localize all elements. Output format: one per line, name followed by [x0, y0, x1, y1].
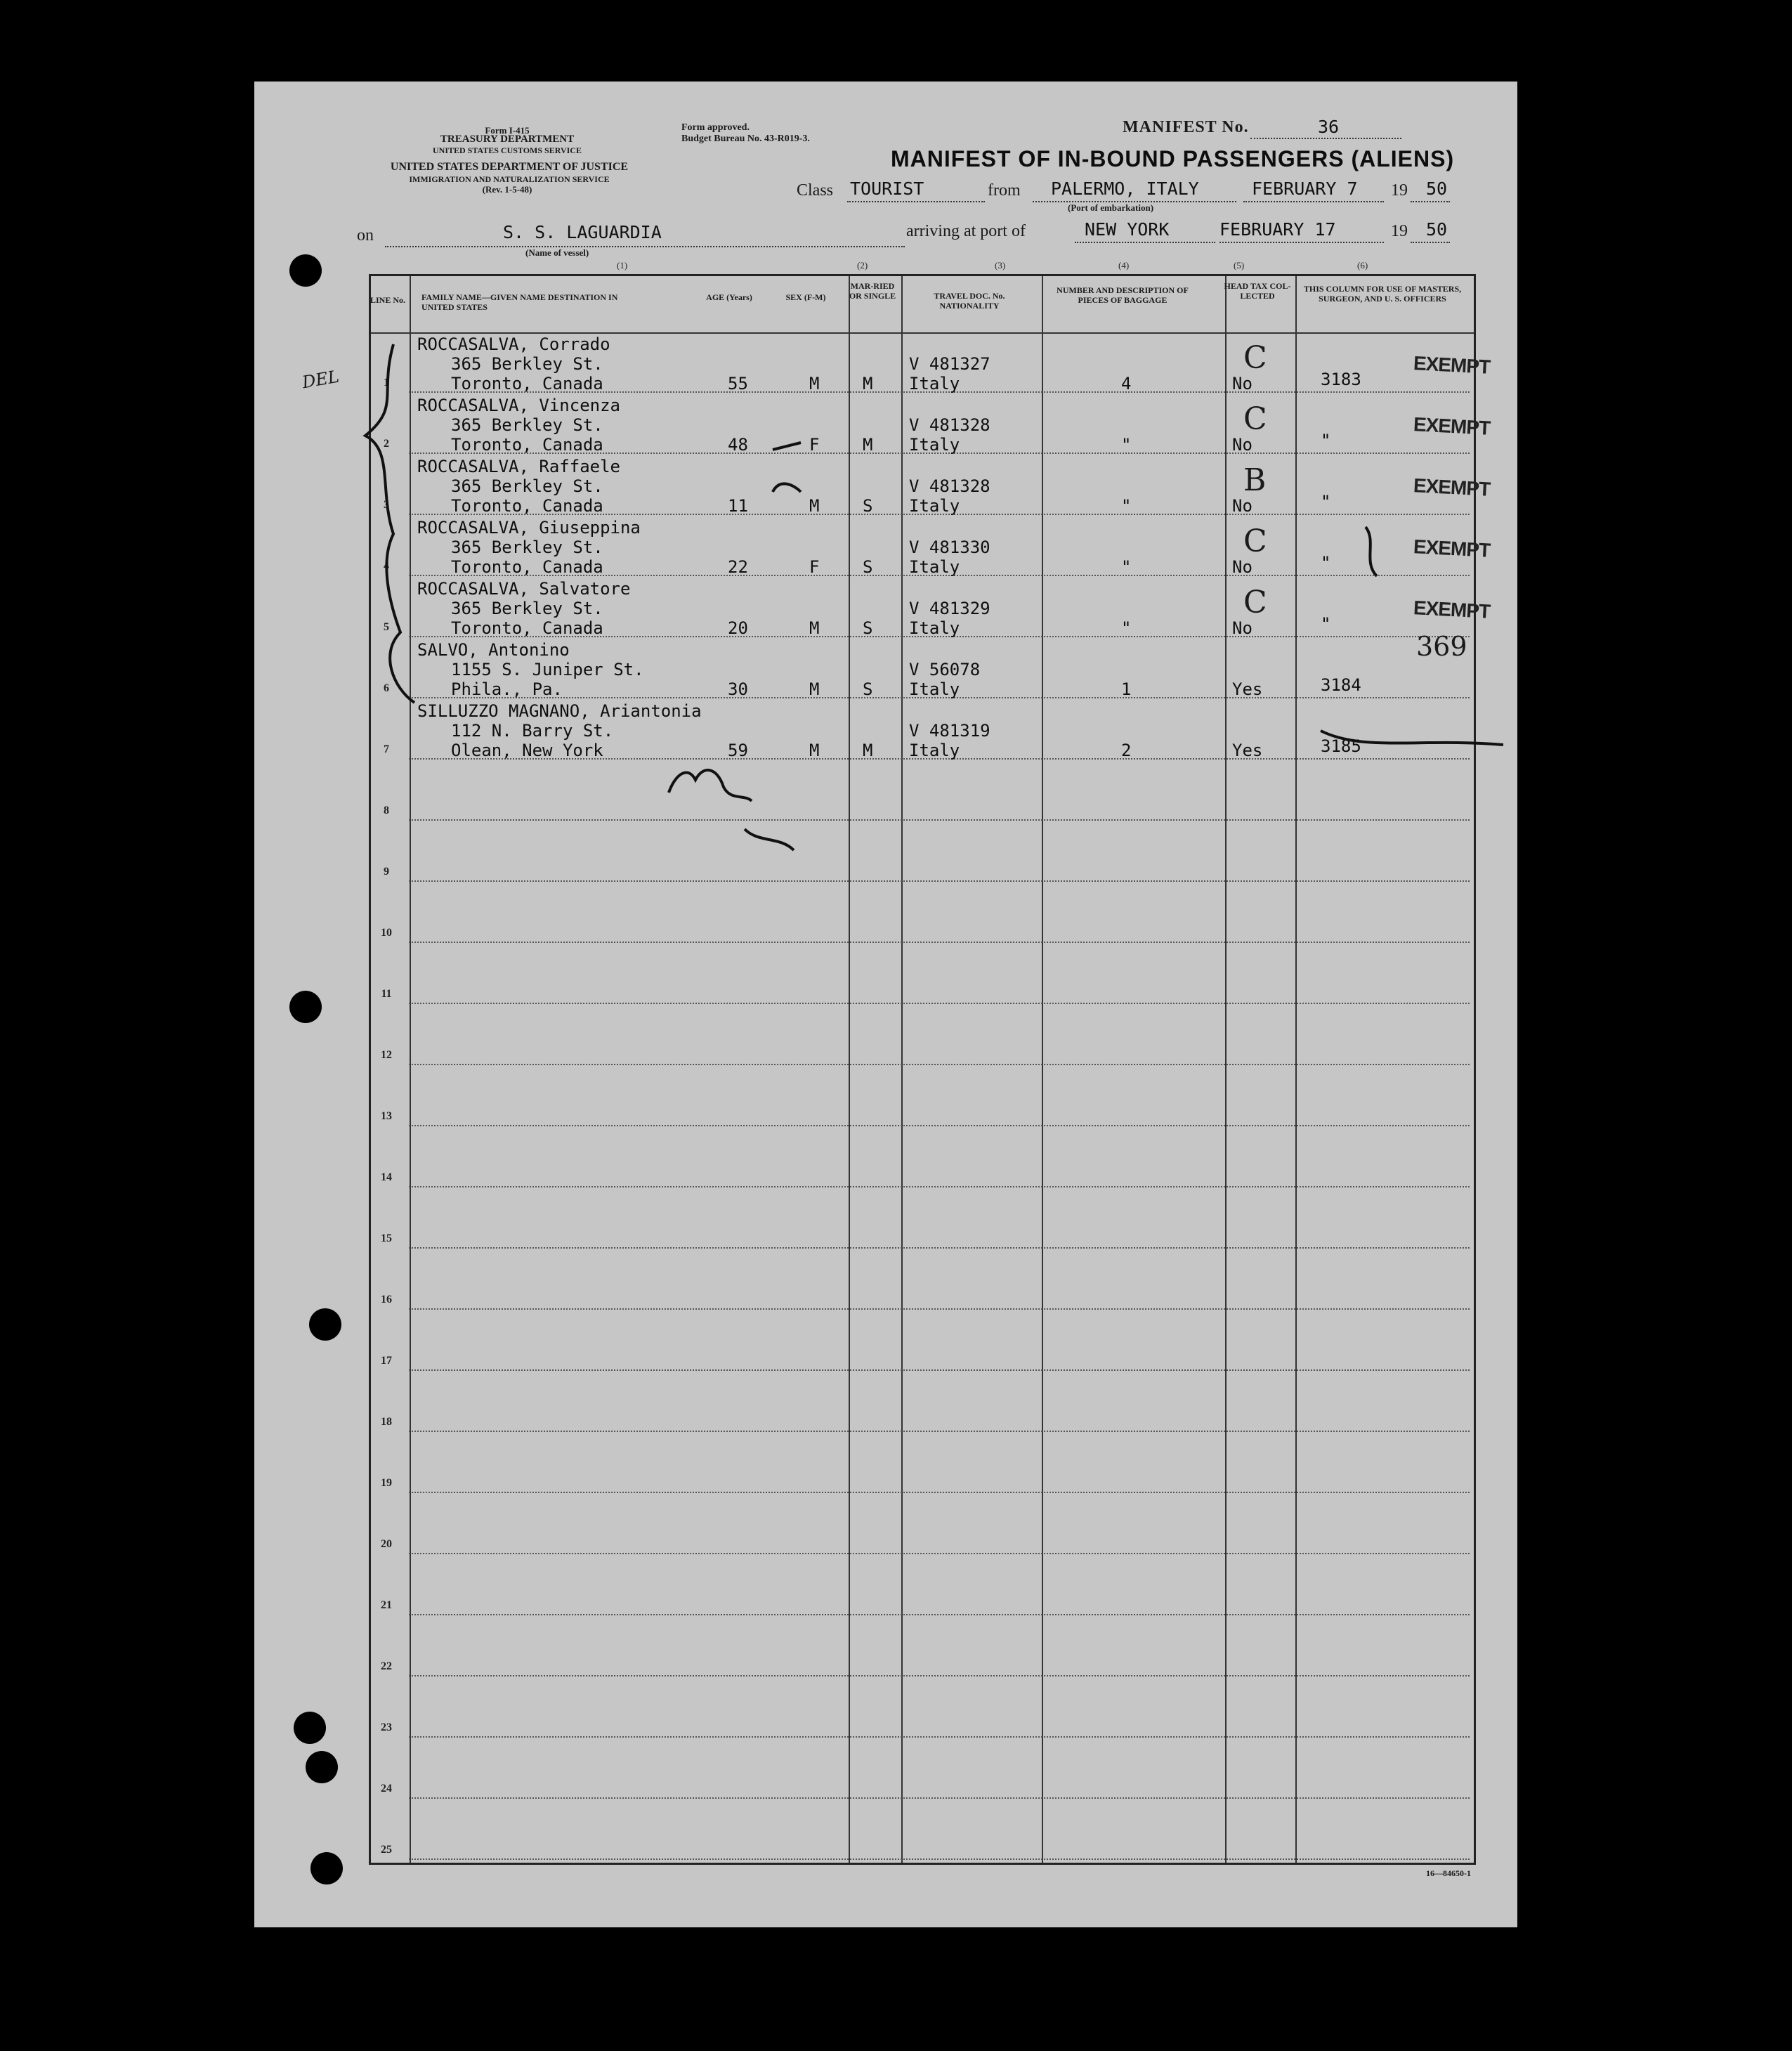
baggage-count: " [1121, 618, 1132, 638]
exempt-stamp: EXEMPT [1413, 474, 1491, 500]
passenger-marital: S [863, 618, 873, 638]
passenger-name: SALVO, Antonino [417, 640, 570, 660]
ins-label: IMMIGRATION AND NATURALIZATION SERVICE [409, 174, 610, 184]
head-tax: Yes [1232, 679, 1263, 699]
passenger-age: 48 [728, 435, 748, 455]
head-tax: No [1232, 496, 1253, 516]
travel-doc-number: V 481328 [909, 415, 990, 435]
travel-doc-number: V 481327 [909, 354, 990, 374]
passenger-age: 55 [728, 374, 748, 393]
col-header-travel-doc: TRAVEL DOC. No. NATIONALITY [934, 291, 1005, 311]
column-number: (4) [1118, 260, 1130, 271]
head-tax-mark: B [1243, 462, 1267, 498]
manifest-title: MANIFEST OF IN-BOUND PASSENGERS (ALIENS) [891, 146, 1455, 171]
treasury-label: TREASURY DEPARTMENT [440, 134, 575, 145]
baggage-count: 4 [1121, 374, 1132, 393]
from-label: from [988, 181, 1021, 200]
head-tax: No [1232, 374, 1253, 393]
passenger-street: 112 N. Barry St. [451, 721, 614, 741]
exempt-stamp: EXEMPT [1413, 413, 1491, 439]
passenger-city: Phila., Pa. [451, 679, 563, 699]
passenger-age: 22 [728, 557, 748, 577]
arrival-date: FEBRUARY 17 [1219, 219, 1336, 240]
col-header-sex: SEX (F-M) [785, 292, 826, 302]
passenger-street: 365 Berkley St. [451, 599, 603, 618]
form-footer-code: 16—84650-1 [1426, 1868, 1471, 1878]
exempt-stamp: EXEMPT [1413, 535, 1491, 561]
travel-doc-number: V 481319 [909, 721, 990, 741]
col-header-head-tax: HEAD TAX COL-LECTED [1224, 281, 1291, 301]
passenger-sex: M [809, 679, 820, 699]
passenger-age: 11 [728, 496, 748, 516]
head-tax: No [1232, 557, 1253, 577]
arrival-port: NEW YORK [1085, 219, 1170, 240]
row-divider [409, 1858, 1470, 1860]
line-number: 21 [381, 1599, 392, 1611]
departure-date: FEBRUARY 7 [1252, 178, 1358, 199]
officer-number: 3184 [1321, 675, 1361, 695]
line-number: 14 [381, 1171, 392, 1183]
row-divider [409, 1003, 1470, 1004]
passenger-city: Toronto, Canada [451, 496, 603, 516]
line-number: 24 [381, 1783, 392, 1795]
line-number: 5 [384, 621, 389, 633]
travel-doc-number: V 481329 [909, 599, 990, 618]
passenger-sex: M [809, 618, 820, 638]
nationality: Italy [909, 557, 960, 577]
passenger-street: 365 Berkley St. [451, 476, 603, 496]
justice-label: UNITED STATES DEPARTMENT OF JUSTICE [390, 161, 629, 173]
passenger-street: 365 Berkley St. [451, 354, 603, 374]
travel-doc-number: V 56078 [909, 660, 981, 679]
nationality: Italy [909, 374, 960, 393]
nationality: Italy [909, 741, 960, 760]
embarkation-port: PALERMO, ITALY [1051, 178, 1199, 199]
exempt-stamp: EXEMPT [1413, 352, 1491, 378]
column-number: (6) [1357, 260, 1368, 271]
head-tax-mark: C [1243, 523, 1267, 559]
passenger-sex: F [809, 557, 820, 577]
row-divider [409, 1125, 1470, 1126]
passenger-name: ROCCASALVA, Raffaele [417, 457, 620, 476]
col-header-age: AGE (Years) [706, 292, 752, 302]
travel-doc-number: V 481328 [909, 476, 990, 496]
travel-doc-number: V 481330 [909, 538, 990, 557]
row-divider [409, 1369, 1470, 1371]
head-tax-mark: C [1243, 401, 1267, 437]
vessel-name: S. S. LAGUARDIA [503, 222, 662, 242]
head-tax: No [1232, 435, 1253, 455]
passenger-age: 59 [728, 741, 748, 760]
line-number: 25 [381, 1844, 392, 1856]
officer-number: 3183 [1321, 370, 1361, 389]
officer-number: 3185 [1321, 736, 1361, 756]
on-label: on [357, 226, 374, 245]
class-label: Class [797, 181, 834, 200]
nationality: Italy [909, 618, 960, 638]
budget-bureau: Budget Bureau No. 43-R019-3. [681, 134, 810, 144]
line-number: 4 [384, 560, 389, 572]
row-divider [409, 1736, 1470, 1738]
baggage-count: " [1121, 557, 1132, 577]
departure-year: 50 [1426, 178, 1448, 199]
row-divider [409, 1431, 1470, 1432]
passenger-sex: M [809, 374, 820, 393]
passenger-marital: S [863, 679, 873, 699]
punch-hole [289, 991, 322, 1023]
depart-year-prefix: 19 [1391, 181, 1408, 200]
line-number: 7 [384, 743, 389, 755]
row-divider [409, 819, 1470, 821]
row-divider [409, 942, 1470, 943]
passenger-marital: S [863, 557, 873, 577]
passenger-age: 20 [728, 618, 748, 638]
line-number: 20 [381, 1538, 392, 1550]
line-number: 11 [381, 988, 392, 1000]
line-number: 9 [384, 866, 389, 878]
baggage-count: " [1121, 435, 1132, 455]
passenger-name: ROCCASALVA, Salvatore [417, 579, 631, 599]
column-number: (2) [857, 260, 868, 271]
punch-hole [306, 1751, 338, 1783]
passenger-sex: F [809, 435, 820, 455]
revision-label: (Rev. 1-5-48) [482, 184, 532, 195]
row-divider [409, 1675, 1470, 1676]
nationality: Italy [909, 435, 960, 455]
class-value: TOURIST [850, 178, 924, 199]
line-number: 2 [384, 438, 389, 450]
nationality: Italy [909, 679, 960, 699]
baggage-count: " [1121, 496, 1132, 516]
passenger-city: Toronto, Canada [451, 618, 603, 638]
line-number: 13 [381, 1110, 392, 1122]
baggage-count: 2 [1121, 741, 1132, 760]
form-approved: Form approved. [681, 122, 750, 133]
column-number: (3) [995, 260, 1006, 271]
row-divider [409, 1492, 1470, 1493]
punch-hole [309, 1308, 341, 1341]
passenger-marital: S [863, 496, 873, 516]
col-header-line-no: LINE No. [370, 295, 406, 305]
column-number: (1) [617, 260, 628, 271]
head-tax: Yes [1232, 741, 1263, 760]
col-header-name: FAMILY NAME—GIVEN NAME DESTINATION IN UNITED STATES [421, 292, 618, 312]
passenger-city: Toronto, Canada [451, 557, 603, 577]
passenger-city: Toronto, Canada [451, 435, 603, 455]
row-divider [409, 1186, 1470, 1187]
baggage-count: 1 [1121, 679, 1132, 699]
margin-note: DEL [300, 366, 341, 393]
manifest-no-label: MANIFEST No. [1123, 118, 1249, 136]
punch-hole [310, 1852, 343, 1884]
passenger-age: 30 [728, 679, 748, 699]
line-number: 17 [381, 1355, 392, 1367]
officer-number: " [1321, 614, 1331, 634]
customs-label: UNITED STATES CUSTOMS SERVICE [433, 145, 582, 155]
col-header-officers: THIS COLUMN FOR USE OF MASTERS, SURGEON, AND U. S. OFFICERS [1303, 284, 1462, 304]
arrival-year-prefix: 19 [1391, 222, 1408, 240]
stamp-number: 369 [1416, 631, 1467, 662]
head-tax-mark: C [1243, 585, 1267, 620]
passenger-name: ROCCASALVA, Giuseppina [417, 518, 641, 538]
row-divider [409, 880, 1470, 882]
passenger-city: Toronto, Canada [451, 374, 603, 393]
head-tax: No [1232, 618, 1253, 638]
arrival-year: 50 [1426, 219, 1448, 240]
head-tax-mark: C [1243, 340, 1267, 376]
line-number: 22 [381, 1660, 392, 1672]
line-number: 12 [381, 1049, 392, 1061]
passenger-name: ROCCASALVA, Vincenza [417, 396, 620, 415]
nationality: Italy [909, 496, 960, 516]
passenger-sex: M [809, 496, 820, 516]
line-number: 23 [381, 1721, 392, 1733]
line-number: 6 [384, 682, 389, 694]
punch-hole [289, 254, 322, 287]
passenger-street: 365 Berkley St. [451, 538, 603, 557]
passenger-name: ROCCASALVA, Corrado [417, 334, 610, 354]
passenger-city: Olean, New York [451, 741, 603, 760]
line-number: 10 [381, 927, 392, 939]
row-divider [409, 1247, 1470, 1249]
officer-number: " [1321, 431, 1331, 450]
passenger-name: SILLUZZO MAGNANO, Ariantonia [417, 701, 702, 721]
exempt-stamp: EXEMPT [1413, 597, 1491, 623]
row-divider [409, 1064, 1470, 1065]
row-divider [409, 1614, 1470, 1615]
passenger-marital: M [863, 435, 873, 455]
line-number: 15 [381, 1232, 392, 1244]
col-header-baggage: NUMBER AND DESCRIPTION OF PIECES OF BAGGAGE [1057, 285, 1189, 305]
manifest-number: 36 [1318, 117, 1340, 137]
line-number: 3 [384, 499, 389, 511]
passenger-street: 365 Berkley St. [451, 415, 603, 435]
officer-number: " [1321, 553, 1331, 573]
arriving-label: arriving at port of [906, 222, 1026, 240]
vessel-caption: (Name of vessel) [525, 247, 589, 258]
passenger-marital: M [863, 374, 873, 393]
col-header-married: MAR-RIED OR SINGLE [849, 281, 896, 301]
form-number: Form I-415 [485, 125, 530, 136]
line-number: 1 [384, 377, 389, 389]
port-embark-caption: (Port of embarkation) [1068, 202, 1154, 213]
passenger-sex: M [809, 741, 820, 760]
row-divider [409, 1797, 1470, 1799]
line-number: 18 [381, 1416, 392, 1428]
passenger-street: 1155 S. Juniper St. [451, 660, 644, 679]
passenger-marital: M [863, 741, 873, 760]
line-number: 16 [381, 1294, 392, 1306]
punch-hole [294, 1712, 326, 1744]
line-number: 19 [381, 1477, 392, 1489]
line-number: 8 [384, 805, 389, 816]
row-divider [409, 1553, 1470, 1554]
row-divider [409, 1308, 1470, 1310]
officer-number: " [1321, 492, 1331, 512]
column-number: (5) [1234, 260, 1245, 271]
